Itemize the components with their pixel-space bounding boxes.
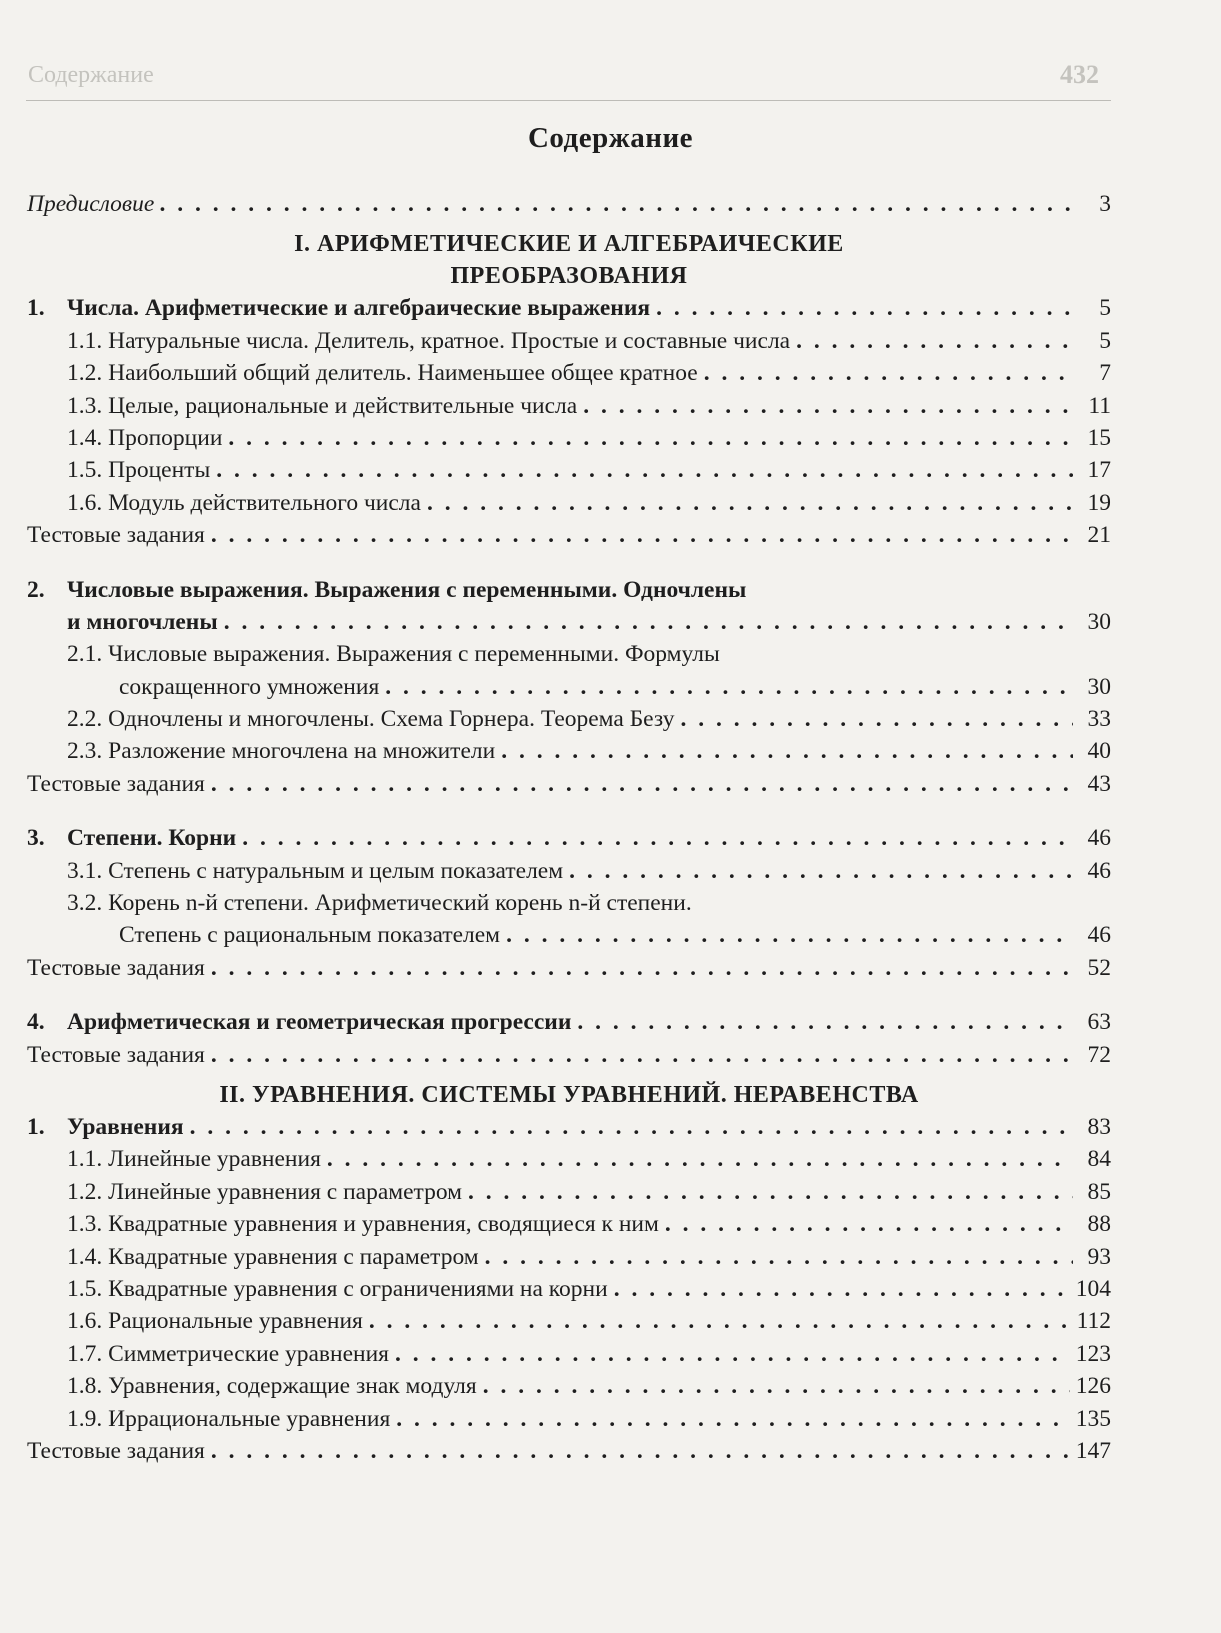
- leader-dots: [501, 735, 1073, 767]
- chapter-number: 4.: [27, 1009, 45, 1036]
- toc-test-2[interactable]: [27, 768, 1111, 800]
- leader-dots: [190, 1111, 1073, 1143]
- entry-page: 126: [1075, 1373, 1111, 1400]
- toc-chapter-1[interactable]: [27, 292, 1111, 324]
- entry-label: 3.2. Корень n-й степени. Арифметический корень n-й степени.: [67, 890, 692, 917]
- leader-dots: [577, 1006, 1073, 1038]
- entry-page: 46: [1087, 922, 1111, 949]
- leader-dots: [396, 1403, 1069, 1435]
- entry-label: 1.1. Натуральные числа. Делитель, кратное. Простые и составные числа: [67, 327, 791, 354]
- toc-chapter-2-line-2[interactable]: [27, 606, 1111, 638]
- chapter-number: 1.: [27, 295, 45, 322]
- leader-dots: [665, 1208, 1073, 1240]
- part-1-title-line-1: I. АРИФМЕТИЧЕСКИЕ И АЛГЕБРАИЧЕСКИЕ: [294, 231, 844, 258]
- entry-page: 112: [1076, 1308, 1111, 1335]
- entry-page: 11: [1088, 392, 1111, 419]
- table-of-contents: [27, 188, 1111, 1467]
- chapter-number: 3.: [27, 825, 45, 852]
- leader-dots: [228, 422, 1073, 454]
- entry-label-cont: Степень с рациональным показателем: [119, 922, 501, 949]
- toc-entry-1-5[interactable]: [27, 454, 1111, 486]
- chapter-label: Числа. Арифметические и алгебраические выражения: [67, 295, 651, 322]
- leader-dots: [468, 1176, 1073, 1208]
- toc-entry-1-2[interactable]: [27, 357, 1111, 389]
- toc-entry-3-2-line-2[interactable]: [27, 919, 1111, 951]
- toc-entry-p2-1-7[interactable]: [27, 1338, 1111, 1370]
- toc-test-3[interactable]: [27, 952, 1111, 984]
- toc-entry-p2-1-3[interactable]: [27, 1208, 1111, 1240]
- entry-page: 147: [1075, 1437, 1111, 1464]
- chapter-number: 2.: [27, 576, 45, 603]
- toc-entry-2-2[interactable]: [27, 703, 1111, 735]
- toc-entry-p2-1-4[interactable]: [27, 1241, 1111, 1273]
- entry-page: 5: [1099, 295, 1111, 322]
- entry-label: 1.3. Квадратные уравнения и уравнения, сводящиеся к ним: [67, 1211, 659, 1238]
- toc-entry-1-6[interactable]: [27, 487, 1111, 519]
- leader-dots: [796, 325, 1073, 357]
- toc-test-p2-1[interactable]: [27, 1435, 1111, 1467]
- chapter-label: Степени. Корни: [67, 825, 237, 852]
- entry-label: 1.6. Модуль действительного числа: [67, 489, 421, 516]
- leader-dots: [385, 671, 1073, 703]
- leader-dots: [327, 1143, 1073, 1175]
- entry-page: 135: [1075, 1405, 1111, 1432]
- entry-page: 63: [1087, 1009, 1111, 1036]
- toc-test-1[interactable]: [27, 519, 1111, 551]
- leader-dots: [506, 919, 1073, 951]
- entry-page: 3: [1099, 191, 1111, 217]
- toc-entry-p2-1-5[interactable]: [27, 1273, 1111, 1305]
- toc-entry-2-3[interactable]: [27, 735, 1111, 767]
- entry-page: 43: [1087, 770, 1111, 797]
- toc-entry-p2-1-8[interactable]: [27, 1370, 1111, 1402]
- entry-page: 72: [1087, 1041, 1111, 1068]
- entry-page: 83: [1087, 1113, 1111, 1140]
- toc-entry-3-1[interactable]: [27, 855, 1111, 887]
- toc-chapter-3[interactable]: [27, 822, 1111, 854]
- entry-label: Тестовые задания: [27, 1437, 205, 1464]
- entry-page: 104: [1075, 1275, 1111, 1302]
- entry-page: 93: [1087, 1243, 1111, 1270]
- entry-page: 84: [1087, 1146, 1111, 1173]
- entry-label: 1.3. Целые, рациональные и действительные числа: [67, 392, 578, 419]
- entry-label: 1.7. Симметрические уравнения: [67, 1340, 389, 1367]
- entry-label: 1.5. Квадратные уравнения с ограничениями на корни: [67, 1275, 608, 1302]
- toc-entry-p2-1-1[interactable]: [27, 1143, 1111, 1175]
- toc-entry-p2-1-2[interactable]: [27, 1176, 1111, 1208]
- entry-page: 21: [1087, 522, 1111, 549]
- leader-dots: [224, 606, 1073, 638]
- entry-page: 52: [1087, 954, 1111, 981]
- entry-label: 2.3. Разложение многочлена на множители: [67, 738, 496, 765]
- entry-label: 1.2. Наибольший общий делитель. Наименьшее общее кратное: [67, 360, 698, 387]
- leader-dots: [211, 1435, 1070, 1467]
- entry-page: 46: [1087, 857, 1111, 884]
- entry-page: 19: [1087, 489, 1111, 516]
- toc-chapter-2-line-1[interactable]: [27, 574, 1111, 606]
- entry-page: 85: [1087, 1178, 1111, 1205]
- chapter-label: Уравнения: [67, 1113, 184, 1140]
- leader-dots: [216, 454, 1073, 486]
- toc-entry-p2-1-9[interactable]: [27, 1403, 1111, 1435]
- chapter-label: Арифметическая и геометрическая прогрессии: [67, 1009, 572, 1036]
- toc-entry-1-1[interactable]: [27, 325, 1111, 357]
- entry-page: 30: [1087, 673, 1111, 700]
- ghost-header-right: 432: [1060, 60, 1099, 89]
- entry-label: 1.1. Линейные уравнения: [67, 1146, 321, 1173]
- entry-label: Предисловие: [27, 191, 155, 217]
- toc-entry-1-4[interactable]: [27, 422, 1111, 454]
- toc-chapter-4[interactable]: [27, 1006, 1111, 1038]
- leader-dots: [369, 1305, 1071, 1337]
- leader-dots: [485, 1241, 1073, 1273]
- entry-label-cont: сокращенного умножения: [119, 673, 380, 700]
- entry-page: 15: [1087, 424, 1111, 451]
- leader-dots: [211, 519, 1073, 551]
- toc-entry-3-2-line-1[interactable]: [27, 887, 1111, 919]
- leader-dots: [211, 768, 1073, 800]
- chapter-number: 1.: [27, 1113, 45, 1140]
- entry-label: Тестовые задания: [27, 1041, 205, 1068]
- toc-entry-preface[interactable]: [27, 188, 1111, 220]
- entry-label: 1.8. Уравнения, содержащие знак модуля: [67, 1373, 477, 1400]
- entry-label: Тестовые задания: [27, 522, 205, 549]
- entry-page: 7: [1099, 360, 1111, 387]
- entry-page: 5: [1099, 327, 1111, 354]
- entry-page: 46: [1087, 825, 1111, 852]
- chapter-label: Числовые выражения. Выражения с переменными. Одночлены: [67, 576, 747, 603]
- leader-dots: [211, 1039, 1073, 1071]
- leader-dots: [583, 390, 1073, 422]
- entry-page: 40: [1087, 738, 1111, 765]
- leader-dots: [569, 855, 1073, 887]
- entry-page: 33: [1087, 706, 1111, 733]
- leader-dots: [483, 1370, 1070, 1402]
- entry-page: 88: [1087, 1211, 1111, 1238]
- leader-dots: [614, 1273, 1070, 1305]
- ghost-header-left: Содержание: [28, 62, 154, 88]
- leader-dots: [160, 188, 1073, 220]
- entry-label: Тестовые задания: [27, 770, 205, 797]
- leader-dots: [211, 952, 1073, 984]
- leader-dots: [427, 487, 1073, 519]
- entry-label: 1.4. Квадратные уравнения с параметром: [67, 1243, 479, 1270]
- leader-dots: [704, 357, 1073, 389]
- entry-label: Тестовые задания: [27, 954, 205, 981]
- entry-page: 30: [1087, 608, 1111, 635]
- toc-entry-p2-1-6[interactable]: [27, 1305, 1111, 1337]
- toc-entry-1-3[interactable]: [27, 390, 1111, 422]
- leader-dots: [680, 703, 1073, 735]
- entry-page: 17: [1087, 457, 1111, 484]
- page-title: Содержание: [527, 122, 694, 154]
- entry-label: 1.9. Иррациональные уравнения: [67, 1405, 391, 1432]
- part-1-title-line-2: ПРЕОБРАЗОВАНИЯ: [450, 263, 688, 290]
- toc-entry-2-1-line-2[interactable]: [27, 671, 1111, 703]
- chapter-label-cont: и многочлены: [67, 608, 218, 635]
- header-rule: [26, 100, 1111, 101]
- toc-entry-2-1-line-1[interactable]: [27, 638, 1111, 670]
- leader-dots: [242, 822, 1073, 854]
- entry-page: 123: [1075, 1340, 1111, 1367]
- entry-label: 2.2. Одночлены и многочлены. Схема Горнера. Теорема Безу: [67, 706, 675, 733]
- entry-label: 1.6. Рациональные уравнения: [67, 1308, 363, 1335]
- entry-label: 1.5. Проценты: [67, 457, 211, 484]
- leader-dots: [656, 292, 1073, 324]
- toc-test-4[interactable]: [27, 1039, 1111, 1071]
- leader-dots: [395, 1338, 1070, 1370]
- entry-label: 2.1. Числовые выражения. Выражения с переменными. Формулы: [67, 641, 720, 668]
- entry-label: 3.1. Степень с натуральным и целым показателем: [67, 857, 564, 884]
- part-2-title: II. УРАВНЕНИЯ. СИСТЕМЫ УРАВНЕНИЙ. НЕРАВЕНСТВА: [219, 1081, 919, 1108]
- toc-part2-chapter-1[interactable]: [27, 1111, 1111, 1143]
- entry-label: 1.2. Линейные уравнения с параметром: [67, 1178, 463, 1205]
- entry-label: 1.4. Пропорции: [67, 424, 223, 451]
